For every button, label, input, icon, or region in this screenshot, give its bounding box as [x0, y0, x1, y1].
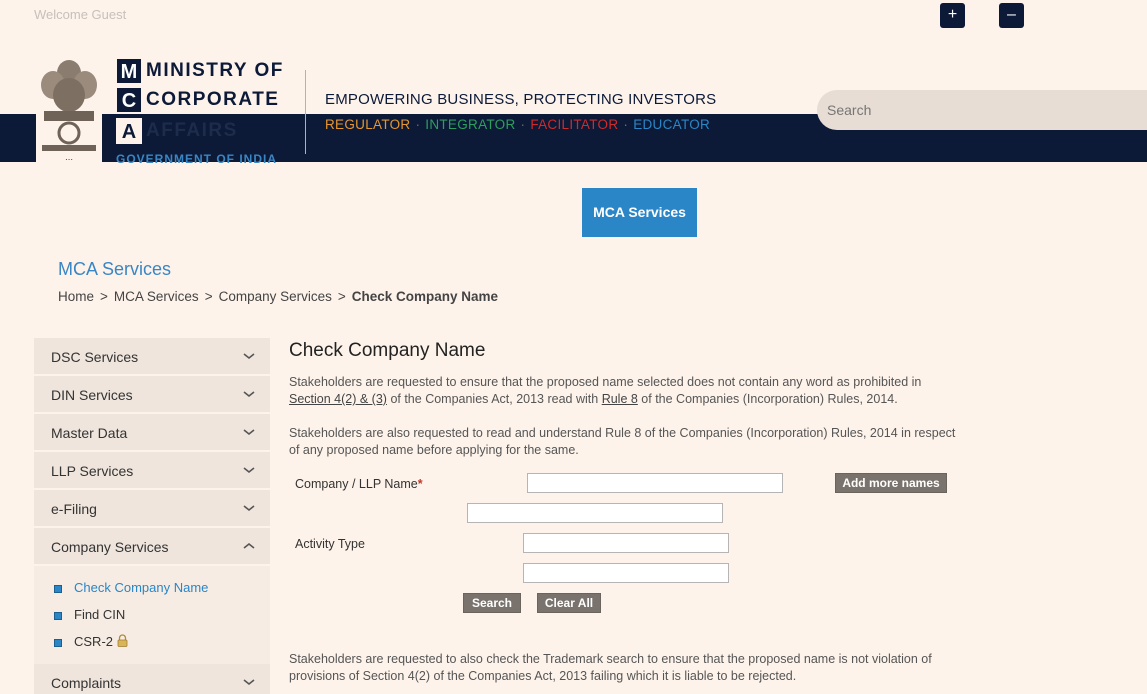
info-paragraph-1	[289, 374, 959, 408]
logo-letter-a: A	[116, 118, 142, 144]
logo-word-affairs: AFFAIRS	[146, 120, 238, 141]
info-paragraph-1-mid: of the Companies Act, 2013 read with	[386, 392, 602, 406]
sidebar-item-label: Master Data	[51, 425, 128, 441]
company-name-label-text: Company / LLP Name	[295, 477, 418, 491]
info-paragraph-2: Stakeholders are also requested to read and understand Rule 8 of the Companies (Incorporation) Rules, 2014 in respect of any proposed name before applying for the same.	[289, 426, 956, 457]
role-separator: ·	[623, 117, 629, 132]
breadcrumb-link[interactable]: MCA Services	[113, 289, 199, 304]
required-mark: *	[417, 477, 423, 491]
chevron-down-icon	[243, 464, 255, 476]
chevron-down-icon	[243, 350, 255, 362]
info-paragraph-1-end: of the Companies (Incorporation) Rules, 2014.	[637, 392, 898, 406]
national-emblem-icon	[36, 55, 102, 165]
bullet-square-icon	[54, 585, 62, 593]
logo-letter-m: M	[116, 58, 142, 84]
sidebar-item-llp-services[interactable]	[34, 452, 270, 490]
rule-8-link[interactable]: Rule 8	[601, 392, 638, 406]
breadcrumb-separator: >	[100, 289, 108, 304]
breadcrumb-separator: >	[204, 289, 213, 304]
role-separator: ·	[415, 117, 421, 132]
sidebar-item-e-filing[interactable]	[34, 490, 270, 528]
breadcrumb-separator: >	[337, 289, 346, 304]
bullet-square-icon	[54, 639, 62, 647]
search-button[interactable]: Search	[463, 593, 521, 613]
page-title: MCA Services	[58, 259, 172, 279]
logo-word-ministry: MINISTRY OF	[146, 60, 284, 81]
chevron-down-icon	[243, 502, 255, 514]
mca-logo[interactable]	[116, 58, 296, 168]
sidebar-item-label: Company Services	[51, 539, 169, 555]
role-educator: EDUCATOR	[633, 117, 711, 132]
content-title: Check Company Name	[289, 340, 486, 361]
info-paragraph-1-text: Stakeholders are requested to ensure that the proposed name selected does not contain any word as prohibited in	[289, 375, 922, 389]
chevron-down-icon	[243, 388, 255, 400]
logo-word-corporate: CORPORATE	[146, 89, 280, 110]
info-paragraph-3: Stakeholders are requested to also check the Trademark search to ensure that the proposed name is not violation of provisions of Section 4(2) of the Companies Act, 2013 failing which it is liable to be rejected.	[289, 652, 932, 683]
zoom-in-button[interactable]: +	[940, 3, 965, 28]
sidebar-subitem-label: CSR-2	[74, 634, 114, 649]
svg-text:⋯: ⋯	[65, 155, 73, 164]
sidebar-subitem-label: Check Company Name	[74, 580, 209, 595]
sidebar-item-company-services[interactable]	[34, 528, 270, 566]
tagline: EMPOWERING BUSINESS, PROTECTING INVESTORS	[325, 91, 717, 108]
breadcrumb-link[interactable]: Home	[58, 289, 95, 304]
clear-all-button[interactable]: Clear All	[537, 593, 601, 613]
role-integrator: INTEGRATOR	[425, 117, 516, 132]
header-divider	[305, 70, 306, 154]
sidebar-item-label: DSC Services	[51, 349, 139, 365]
sidebar-item-label: Complaints	[51, 675, 122, 691]
logo-letter-c: C	[116, 87, 142, 113]
search-box[interactable]	[817, 90, 1147, 130]
role-facilitator: FACILITATOR	[530, 117, 619, 132]
sidebar-item-label: LLP Services	[51, 463, 134, 479]
sidebar-submenu	[34, 566, 270, 664]
activity-type-label: Activity Type	[295, 537, 365, 551]
breadcrumb-link[interactable]: Company Services	[218, 289, 332, 304]
chevron-down-icon	[243, 676, 255, 688]
sidebar-item-din-services[interactable]	[34, 376, 270, 414]
govt-of-india-text: GOVERNMENT OF INDIA	[116, 152, 278, 166]
tab-mca-services[interactable]: MCA Services	[582, 188, 697, 237]
sidebar-item-label: e-Filing	[51, 501, 97, 517]
company-name-label	[295, 477, 423, 491]
role-regulator: REGULATOR	[325, 117, 411, 132]
zoom-out-button[interactable]: –	[999, 3, 1024, 28]
company-name-input-1[interactable]	[527, 473, 783, 493]
activity-type-input-1[interactable]	[523, 533, 729, 553]
welcome-text: Welcome Guest	[34, 7, 127, 22]
company-name-input-2[interactable]	[467, 503, 723, 523]
chevron-up-icon	[243, 540, 255, 552]
role-separator: ·	[520, 117, 526, 132]
search-input[interactable]	[827, 102, 1127, 118]
add-more-names-button[interactable]: Add more names	[835, 473, 947, 493]
sidebar-item-master-data[interactable]	[34, 414, 270, 452]
lock-icon	[117, 634, 128, 647]
sidebar-subitem-label: Find CIN	[74, 607, 126, 622]
chevron-down-icon	[243, 426, 255, 438]
sidebar-subitem-find-cin[interactable]	[34, 602, 270, 629]
role-list	[325, 117, 714, 132]
sidebar-subitem-csr-2[interactable]	[34, 629, 270, 656]
sidebar-item-complaints[interactable]	[34, 664, 270, 694]
sidebar-item-dsc-services[interactable]	[34, 338, 270, 376]
sidebar-subitem-check-company-name[interactable]	[34, 575, 270, 602]
sidebar-item-label: DIN Services	[51, 387, 133, 403]
sidebar	[34, 338, 270, 694]
breadcrumb-current: Check Company Name	[351, 289, 499, 304]
main-content	[289, 338, 959, 683]
breadcrumb	[58, 289, 498, 304]
activity-type-input-2[interactable]	[523, 563, 729, 583]
section-4-link[interactable]: Section 4(2) & (3)	[289, 392, 387, 406]
bullet-square-icon	[54, 612, 62, 620]
